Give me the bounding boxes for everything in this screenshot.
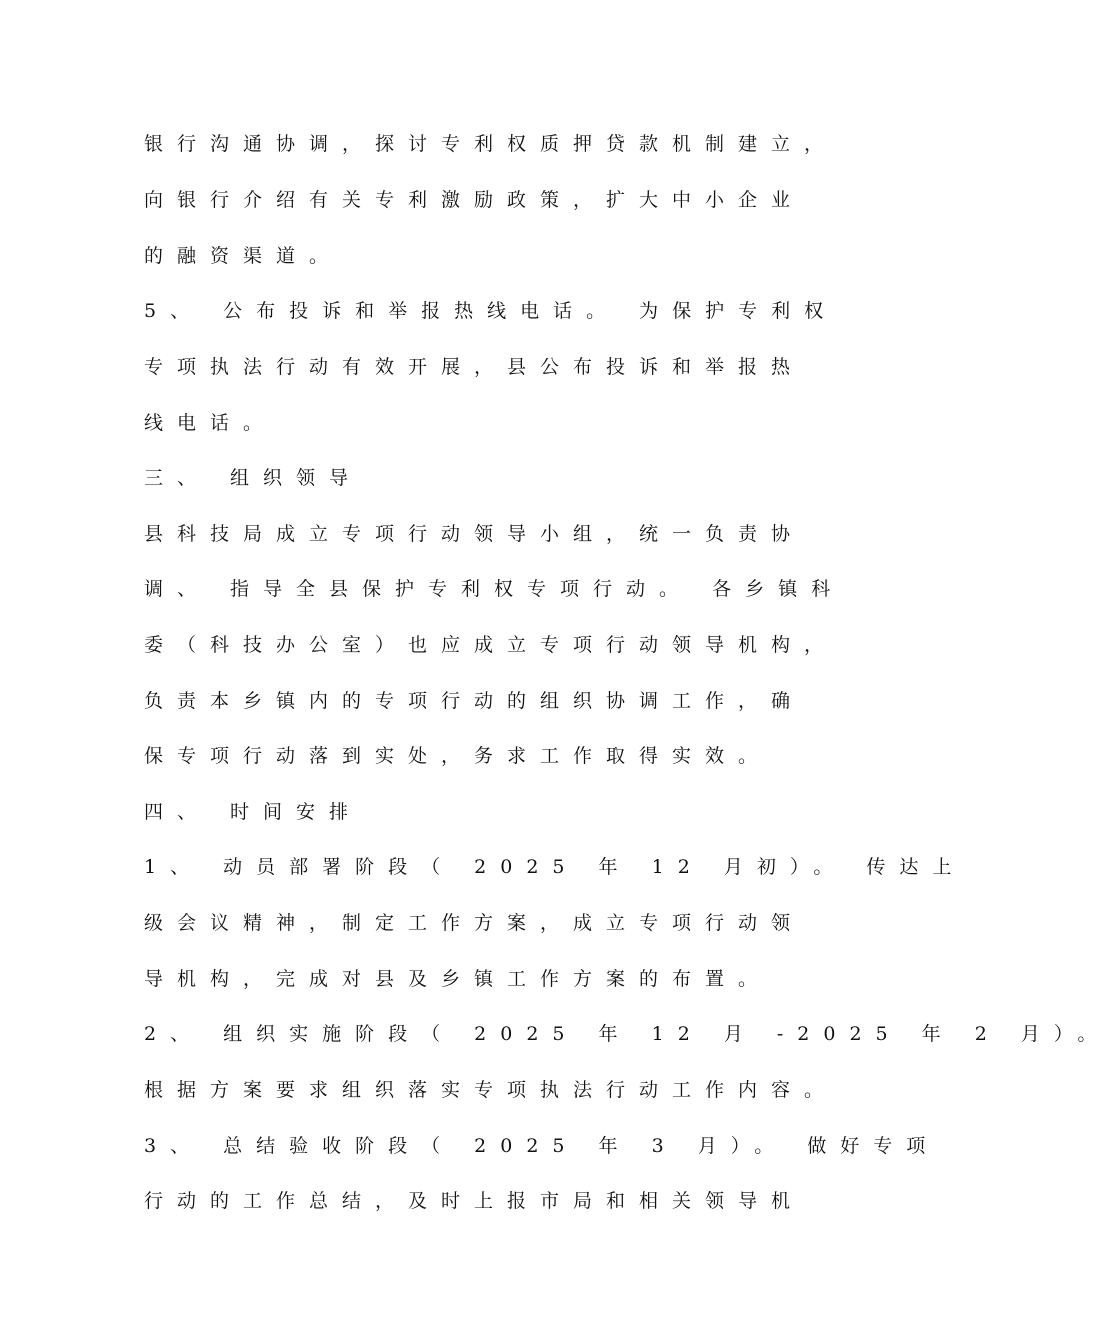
text-line: 根据方案要求组织落实专项执法行动工作内容。	[144, 1079, 838, 1101]
text-line: 导机构，完成对县及乡镇工作方案的布置。	[144, 968, 772, 990]
text-line: 行动的工作总结，及时上报市局和相关领导机	[144, 1190, 805, 1212]
text-line: 负责本乡镇内的专项行动的组织协调工作，确	[144, 690, 805, 712]
text-line: 3、 总结验收阶段（ 2025 年 3 月）。 做好专项	[144, 1135, 940, 1157]
text-line: 专项执法行动有效开展，县公布投诉和举报热	[144, 356, 805, 378]
text-line: 1、 动员部署阶段（ 2025 年 12 月初）。 传达上	[144, 856, 966, 878]
text-line: 县科技局成立专项行动领导小组，统一负责协	[144, 523, 805, 545]
text-line: 线电话。	[144, 412, 277, 434]
text-line: 5、 公布投诉和举报热线电话。 为保护专利权	[144, 300, 838, 322]
text-line: 调、 指导全县保护专利权专项行动。 各乡镇科	[144, 578, 845, 600]
text-line: 向银行介绍有关专利激励政策，扩大中小企业	[144, 189, 805, 211]
text-line: 保专项行动落到实处，务求工作取得实效。	[144, 745, 772, 767]
text-line: 2、 组织实施阶段（ 2025 年 12 月 -2025 年 2 月）。	[144, 1023, 1110, 1045]
text-line: 委（科技办公室）也应成立专项行动领导机构，	[144, 634, 838, 656]
text-line: 的融资渠道。	[144, 245, 343, 267]
section-heading: 四、 时间安排	[144, 801, 363, 823]
section-heading: 三、 组织领导	[144, 467, 363, 489]
text-line: 银行沟通协调，探讨专利权质押贷款机制建立，	[144, 133, 838, 155]
text-line: 级会议精神，制定工作方案，成立专项行动领	[144, 912, 805, 934]
